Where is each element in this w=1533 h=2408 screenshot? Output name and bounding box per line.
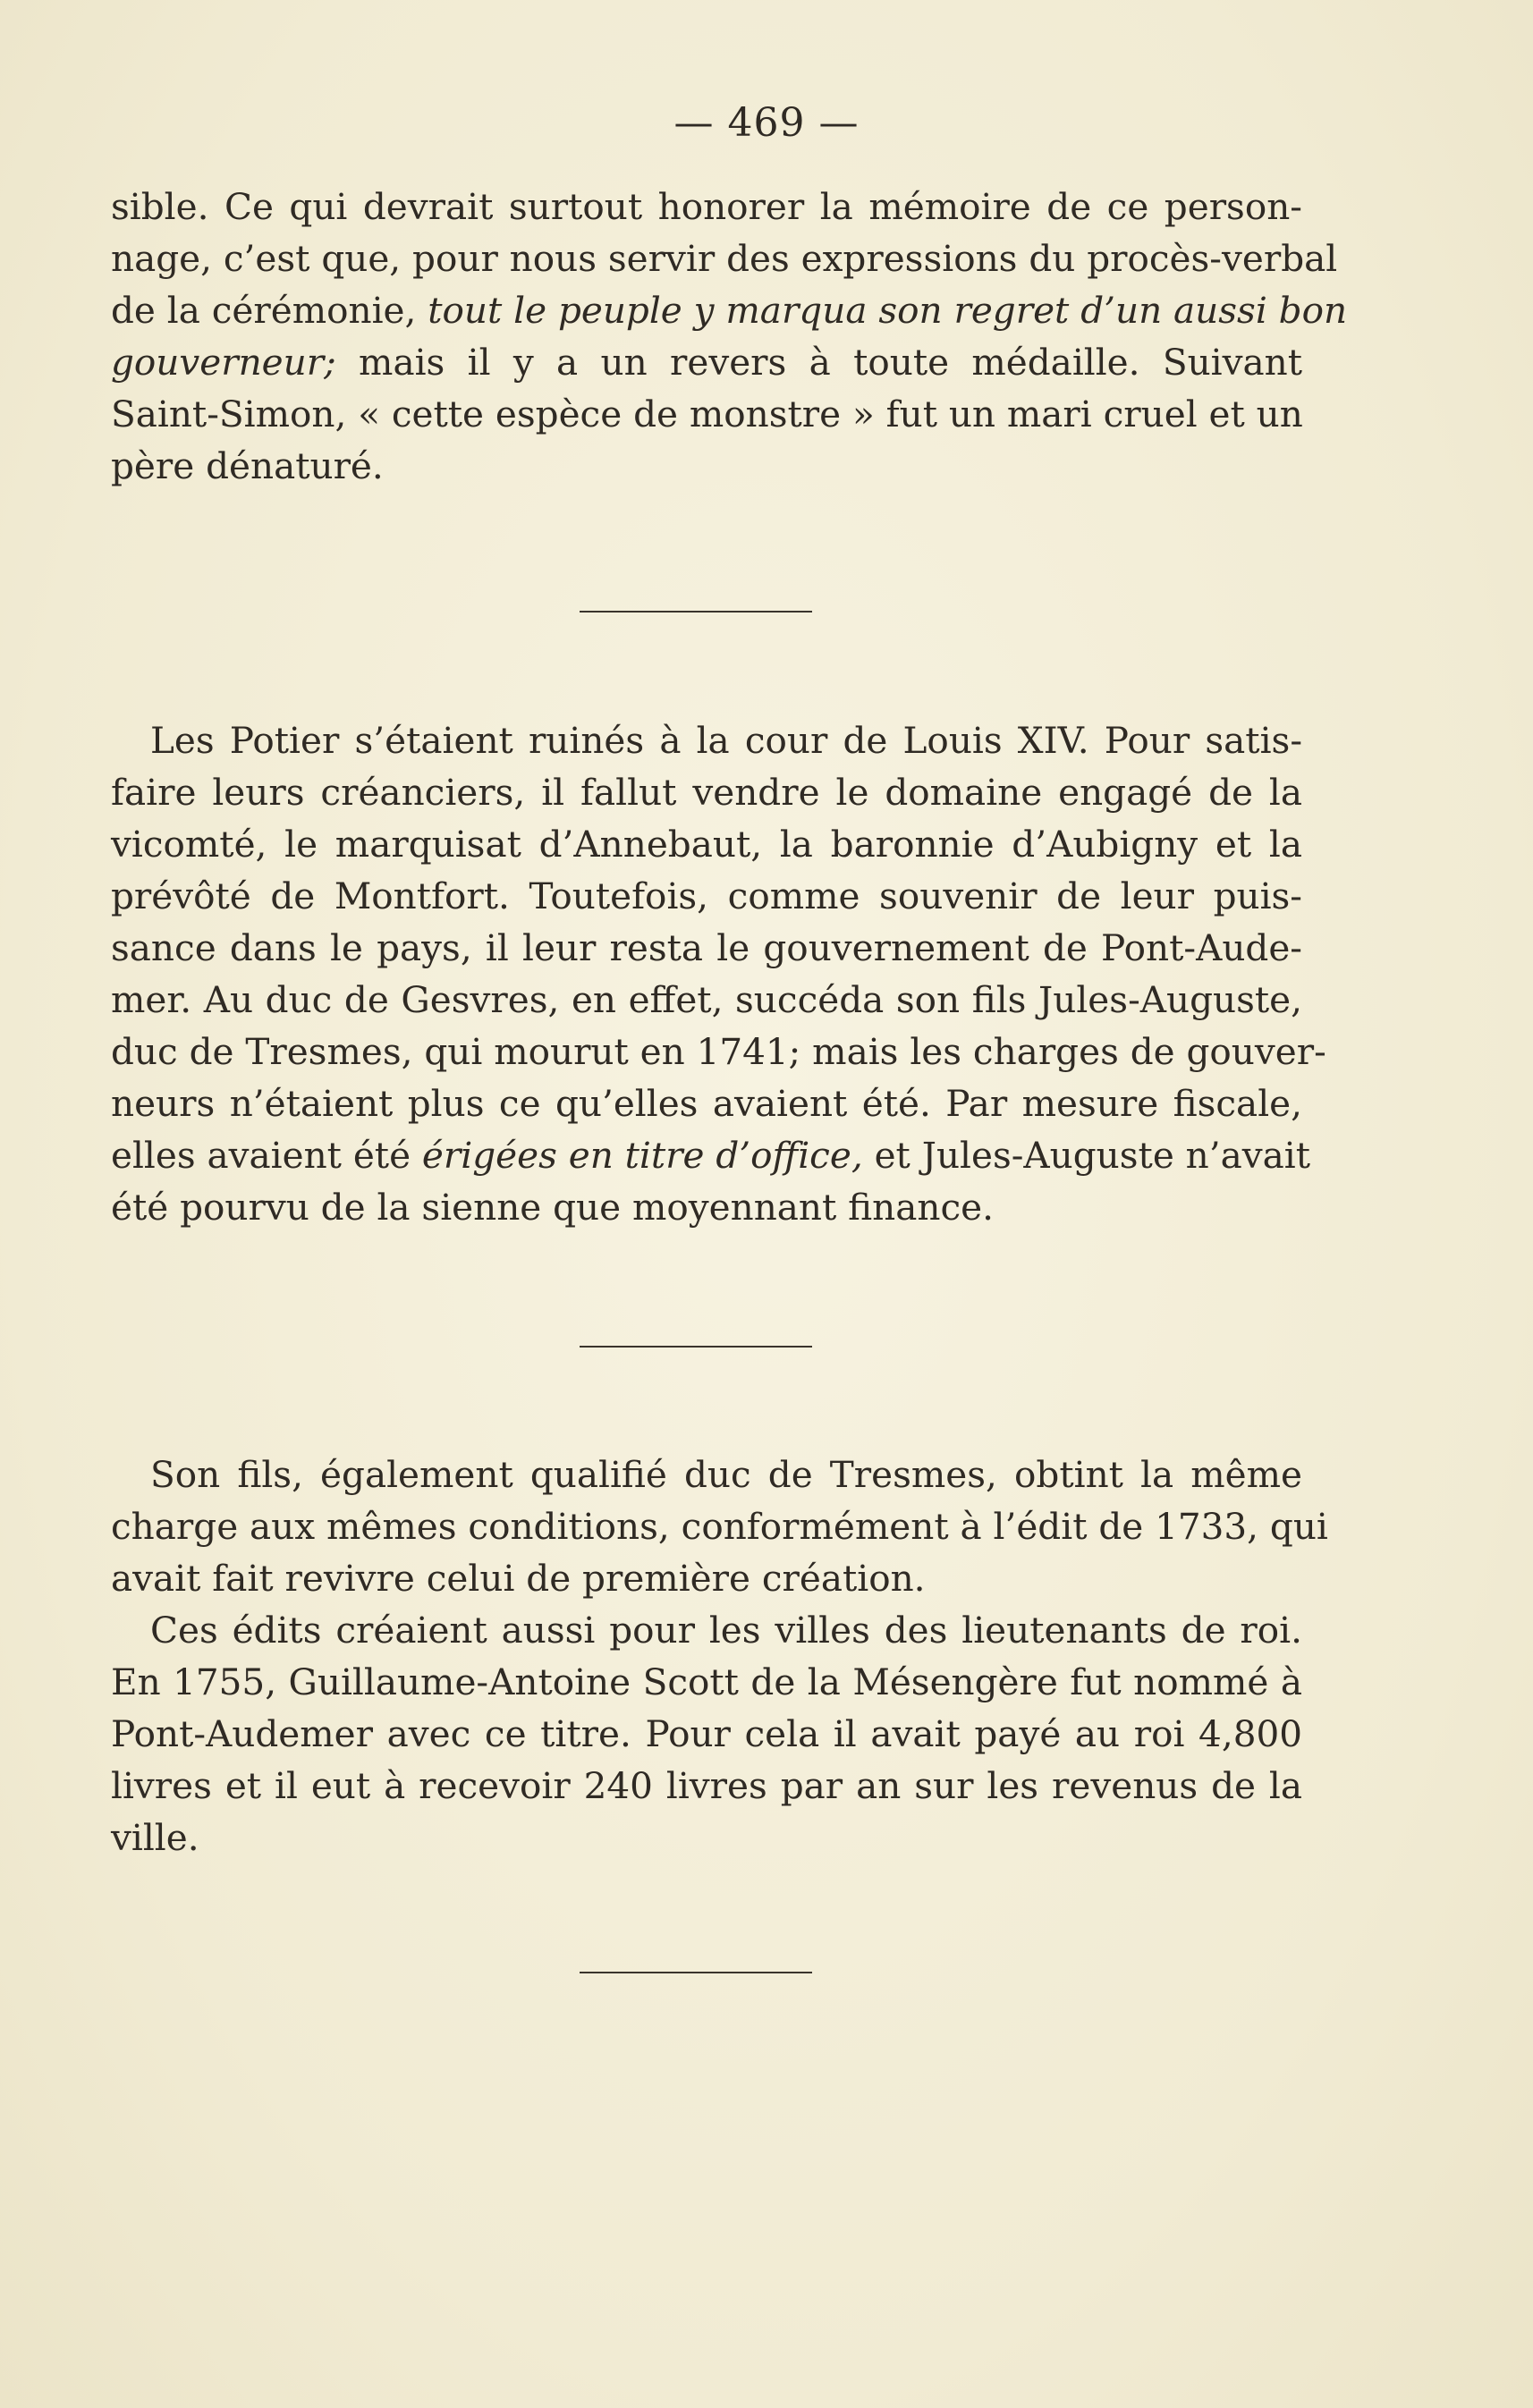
text-run: elles avaient été [111, 1134, 422, 1177]
text-line: charge aux mêmes conditions, conformément à l’édit de 1733, qui [111, 1505, 1328, 1548]
text-line: Les Potier s’étaient ruinés à la cour de Louis XIV. Pour satis- [150, 719, 1302, 762]
text-line: Pont-Audemer avec ce titre. Pour cela il avait payé au roi 4,800 [111, 1712, 1302, 1755]
page-number: — 469 — [673, 100, 860, 146]
text-run: et Jules-Auguste n’avait [862, 1134, 1311, 1177]
paragraph-1 [111, 181, 1348, 492]
section-divider [580, 1972, 812, 1973]
paragraph-2 [111, 714, 1326, 1233]
text-line: nage, c’est que, pour nous servir des expressions du procès-verbal [111, 237, 1338, 280]
text-line: été pourvu de la sienne que moyennant finance. [111, 1186, 995, 1229]
section-divider [580, 1346, 812, 1348]
text-line [111, 336, 1302, 388]
italic-term: érigées en titre d’office, [421, 1134, 863, 1177]
text-line: Ces édits créaient aussi pour les villes des lieutenants de roi. [150, 1609, 1302, 1652]
text-line: ville. [111, 1816, 199, 1859]
text-line: neurs n’étaient plus ce qu’elles avaient été. Par mesure fiscale, [111, 1082, 1302, 1125]
paragraph-3 [111, 1449, 1328, 1604]
text-line: Son fils, également qualifié duc de Tresmes, obtint la même [150, 1453, 1302, 1496]
text-run: de la cérémonie, [111, 289, 428, 332]
text-line: vicomté, le marquisat d’Annebaut, la baronnie d’Aubigny et la [111, 823, 1302, 866]
text-line: sance dans le pays, il leur resta le gouvernement de Pont-Aude- [111, 926, 1302, 969]
text-line [111, 1129, 1311, 1181]
text-line: père dénaturé. [111, 444, 384, 487]
text-line: mer. Au duc de Gesvres, en effet, succéda son fils Jules-Auguste, [111, 978, 1302, 1021]
text-line: livres et il eut à recevoir 240 livres par an sur les revenus de la [111, 1764, 1302, 1807]
italic-quote: tout le peuple y marqua son regret d’un aussi bon [428, 289, 1348, 332]
italic-quote: gouverneur; [111, 341, 336, 384]
text-run: mais il y a un revers à toute médaille. Suivant [335, 341, 1302, 384]
text-line [111, 284, 1348, 336]
text-line: En 1755, Guillaume-Antoine Scott de la Mésengère fut nommé à [111, 1660, 1302, 1703]
text-line: sible. Ce qui devrait surtout honorer la mémoire de ce person- [111, 185, 1302, 228]
paragraph-4 [111, 1604, 1302, 1863]
text-line: duc de Tresmes, qui mourut en 1741; mais les charges de gouver- [111, 1030, 1326, 1073]
section-divider [580, 611, 812, 613]
text-line: faire leurs créanciers, il fallut vendre le domaine engagé de la [111, 771, 1302, 814]
text-line: prévôté de Montfort. Toutefois, comme souvenir de leur puis- [111, 874, 1302, 917]
text-line: Saint-Simon, « cette espèce de monstre » fut un mari cruel et un [111, 393, 1303, 435]
text-line: avait fait revivre celui de première création. [111, 1557, 926, 1600]
